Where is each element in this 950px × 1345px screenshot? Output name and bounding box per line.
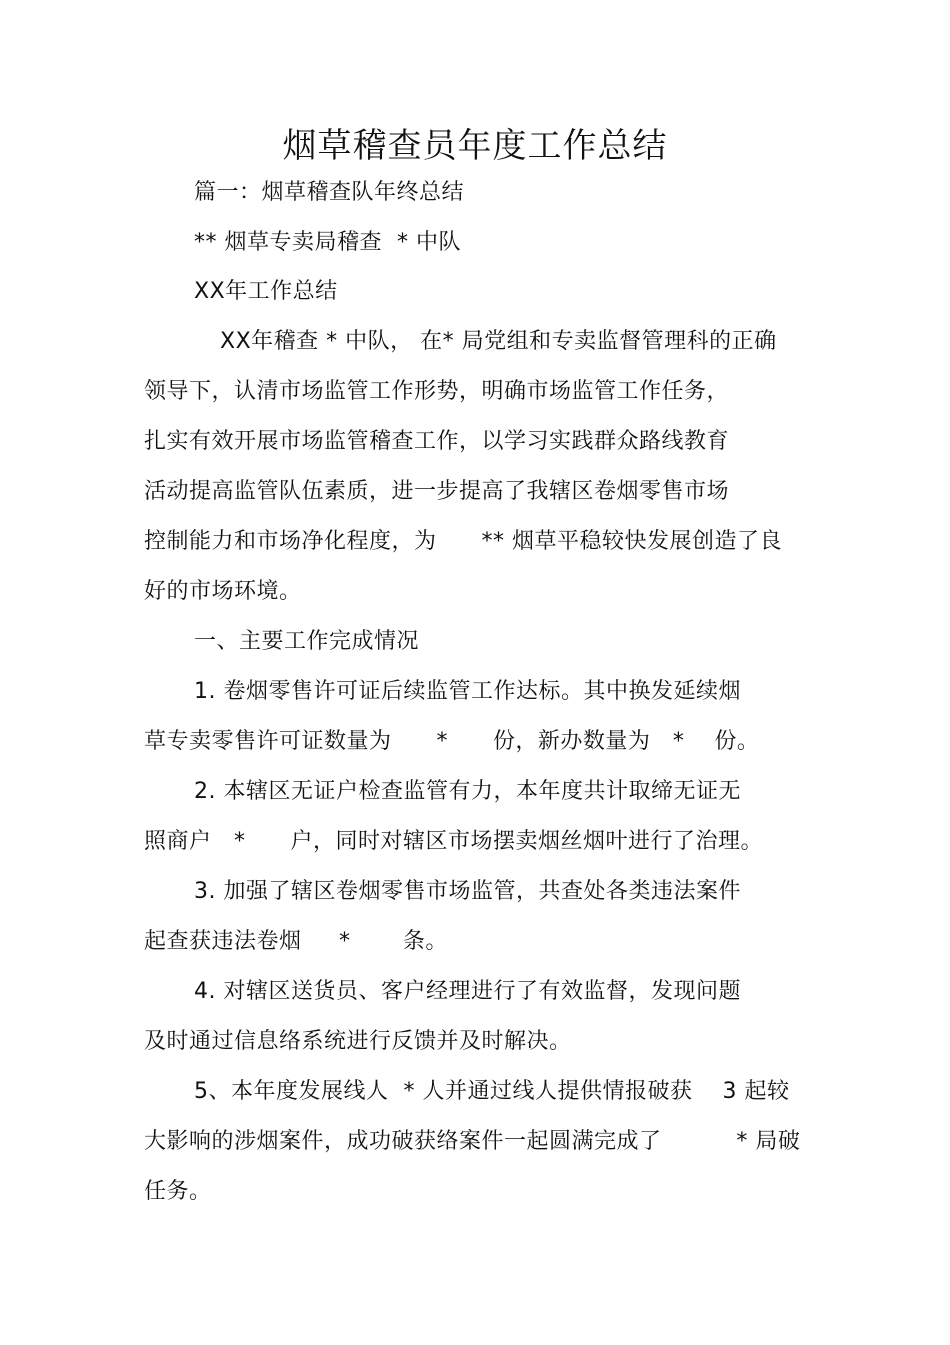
list-item-line: 大影响的涉烟案件，成功破获络案件一起圆满完成了 * 局破: [144, 1129, 801, 1154]
paragraph-line: XX年稽查 * 中队， 在* 局党组和专卖监督管理科的正确: [220, 329, 777, 354]
year-summary-line: XX年工作总结: [194, 279, 338, 304]
org-line: ** 烟草专卖局稽查 * 中队: [194, 230, 461, 255]
list-item-line: 5、本年度发展线人 * 人并通过线人提供情报破获 3 起较: [194, 1079, 790, 1104]
list-item-line: 3. 加强了辖区卷烟零售市场监管，共查处各类违法案件: [194, 879, 741, 904]
list-item-line: 照商户 * 户，同时对辖区市场摆卖烟丝烟叶进行了治理。: [144, 829, 763, 854]
paragraph-line: 活动提高监管队伍素质，进一步提高了我辖区卷烟零售市场: [144, 479, 730, 504]
list-item-line: 草专卖零售许可证数量为 * 份，新办数量为 * 份。: [144, 729, 760, 754]
subtitle-line: 篇一：烟草稽查队年终总结: [194, 180, 465, 205]
section-heading: 一、主要工作完成情况: [194, 629, 420, 654]
list-item-line: 1. 卷烟零售许可证后续监管工作达标。其中换发延续烟: [194, 679, 741, 704]
list-item-line: 起查获违法卷烟 * 条。: [144, 929, 448, 954]
paragraph-line: 领导下，认清市场监管工作形势，明确市场监管工作任务，: [144, 379, 730, 404]
list-item-line: 及时通过信息络系统进行反馈并及时解决。: [144, 1029, 572, 1054]
list-item-line: 任务。: [144, 1179, 212, 1204]
document-title: 烟草稽查员年度工作总结: [282, 126, 668, 166]
paragraph-line: 控制能力和市场净化程度，为 ** 烟草平稳较快发展创造了良: [144, 529, 782, 554]
list-item-line: 4. 对辖区送货员、客户经理进行了有效监督，发现问题: [194, 979, 741, 1004]
paragraph-line: 扎实有效开展市场监管稽查工作，以学习实践群众路线教育: [144, 429, 730, 454]
paragraph-line: 好的市场环境。: [144, 579, 302, 604]
list-item-line: 2. 本辖区无证户检查监管有力，本年度共计取缔无证无: [194, 779, 741, 804]
